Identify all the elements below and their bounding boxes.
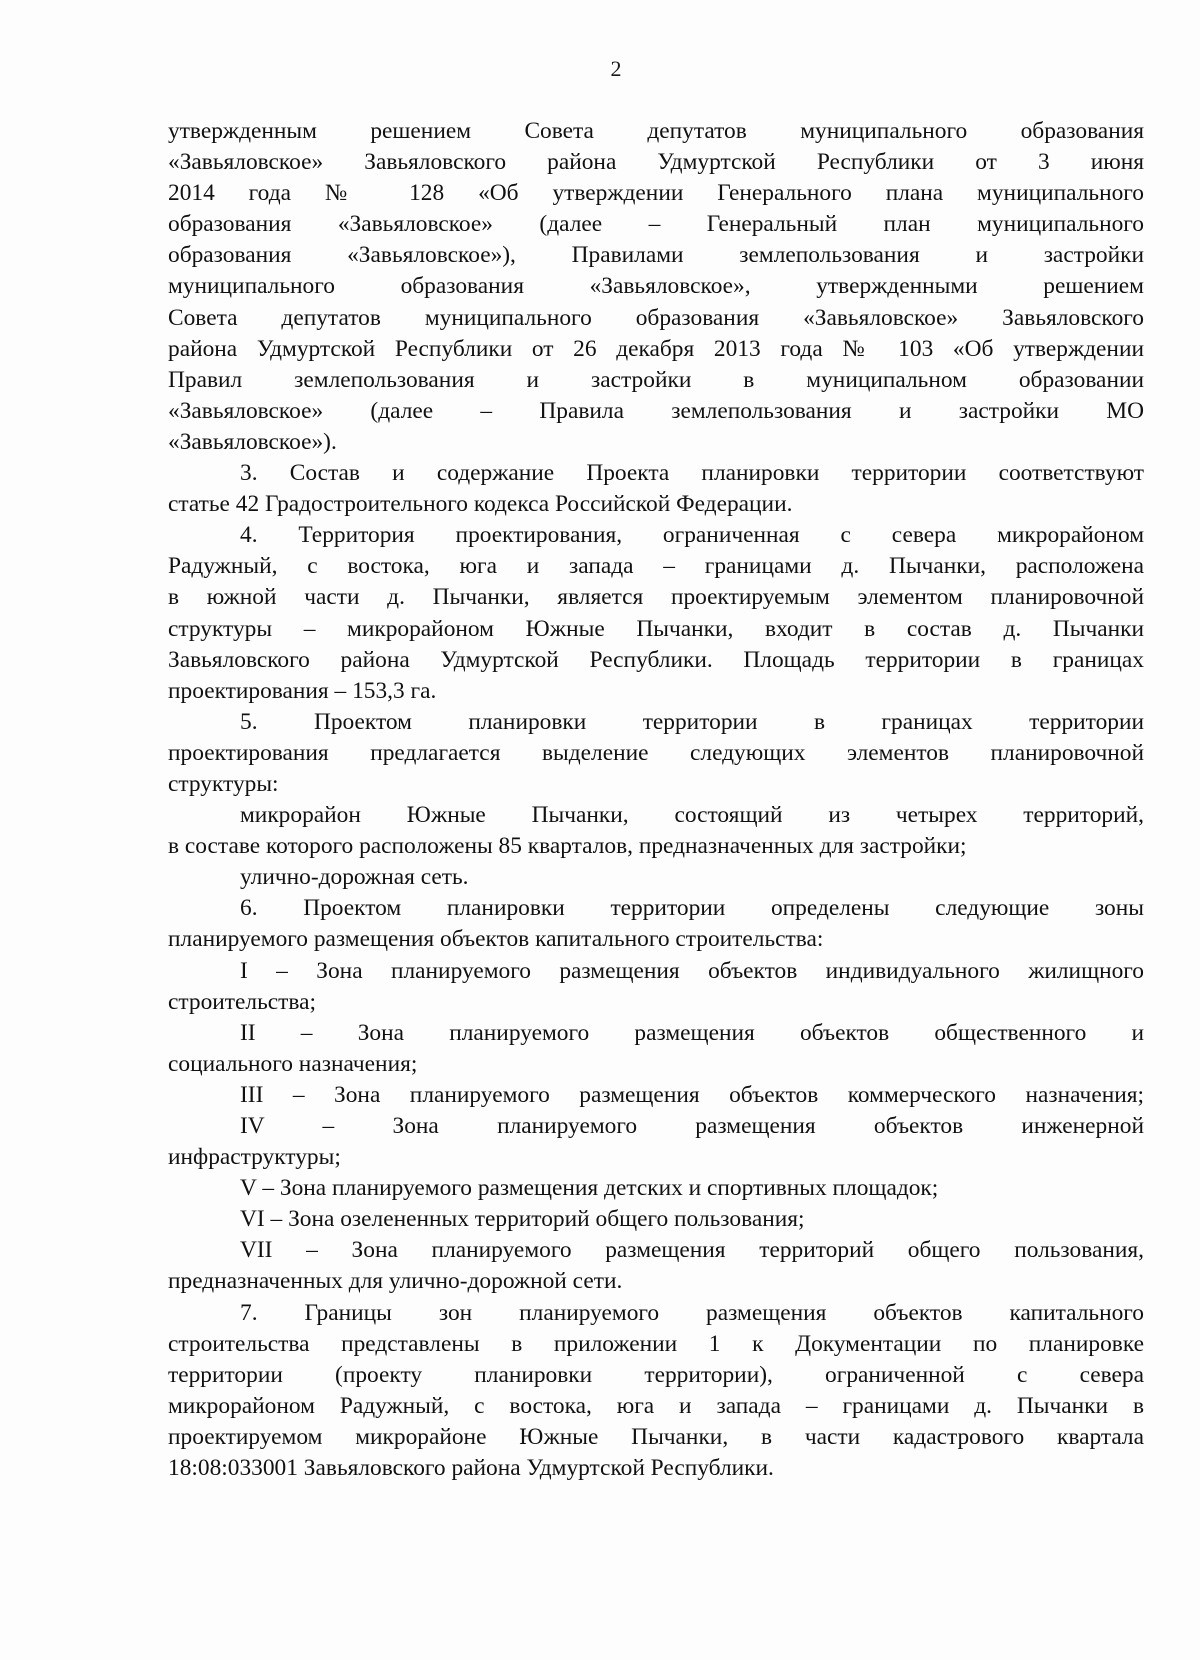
text-line: Правил землепользования и застройки в муниципальном образовании (168, 366, 1144, 393)
text-line: строительства; (168, 988, 316, 1015)
text-line: инфраструктуры; (168, 1144, 341, 1171)
text-line: V – Зона планируемого размещения детских и спортивных площадок; (240, 1175, 939, 1202)
text-line: 7. Границы зон планируемого размещения объектов капитального (240, 1299, 1144, 1326)
text-line: утвержденным решением Совета депутатов муниципального образования (168, 118, 1144, 144)
text-line: статье 42 Градостроительного кодекса Российской Федерации. (168, 491, 793, 518)
text-line: проектируемом микрорайоне Южные Пычанки, в части кадастрового квартала (168, 1423, 1144, 1450)
text-line: 3. Состав и содержание Проекта планировки территории соответствуют (240, 460, 1144, 487)
text-line: образования «Завьяловское»), Правилами землепользования и застройки (168, 242, 1144, 269)
text-line: I – Зона планируемого размещения объектов индивидуального жилищного (240, 957, 1144, 984)
text-line: 6. Проектом планировки территории определены следующие зоны (240, 895, 1144, 922)
text-line: структуры – микрорайоном Южные Пычанки, входит в состав д. Пычанки (168, 615, 1144, 642)
text-line: «Завьяловское»). (168, 428, 337, 455)
text-line: в южной части д. Пычанки, является проектируемым элементом планировочной (168, 584, 1144, 611)
text-line: VI – Зона озелененных территорий общего пользования; (240, 1206, 805, 1233)
page-number: 2 (610, 56, 622, 81)
text-line: микрорайон Южные Пычанки, состоящий из четырех территорий, (240, 802, 1144, 829)
text-line: в составе которого расположены 85 кварталов, предназначенных для застройки; (168, 833, 967, 860)
text-line: 18:08:033001 Завьяловского района Удмуртской Республики. (168, 1455, 774, 1482)
text-line: социального назначения; (168, 1050, 418, 1077)
text-line: проектирования – 153,3 га. (168, 677, 437, 704)
text-line: 2014 года № 128 «Об утверждении Генерального плана муниципального (168, 180, 1144, 207)
text-line: Совета депутатов муниципального образования «Завьяловское» Завьяловского (168, 304, 1144, 331)
text-line: 5. Проектом планировки территории в границах территории (240, 708, 1144, 735)
text-line: улично-дорожная сеть. (240, 864, 469, 891)
text-line: «Завьяловское» (далее – Правила землепользования и застройки МО (168, 397, 1144, 424)
text-line: муниципального образования «Завьяловское», утвержденными решением (168, 273, 1144, 300)
text-line: II – Зона планируемого размещения объектов общественного и (240, 1019, 1144, 1046)
text-line: образования «Завьяловское» (далее – Генеральный план муниципального (168, 211, 1144, 238)
text-line: III – Зона планируемого размещения объектов коммерческого назначения; (240, 1081, 1144, 1108)
text-line: «Завьяловское» Завьяловского района Удмуртской Республики от 3 июня (168, 149, 1144, 176)
text-line: Завьяловского района Удмуртской Республики. Площадь территории в границах (168, 646, 1144, 673)
text-line: микрорайоном Радужный, с востока, юга и запада – границами д. Пычанки в (168, 1392, 1144, 1419)
document-body (168, 116, 1144, 1484)
text-line: Радужный, с востока, юга и запада – границами д. Пычанки, расположена (168, 553, 1144, 580)
text-line: предназначенных для улично-дорожной сети. (168, 1268, 623, 1295)
text-line: территории (проекту планировки территории), ограниченной с севера (168, 1361, 1144, 1388)
text-line: планируемого размещения объектов капитального строительства: (168, 926, 824, 953)
text-line: VII – Зона планируемого размещения территорий общего пользования, (240, 1237, 1144, 1264)
text-line: структуры: (168, 770, 279, 797)
text-line: строительства представлены в приложении 1 к Документации по планировке (168, 1330, 1144, 1357)
text-line: 4. Территория проектирования, ограниченная с севера микрорайоном (240, 522, 1144, 549)
text-line: IV – Зона планируемого размещения объектов инженерной (240, 1113, 1144, 1139)
text-line: района Удмуртской Республики от 26 декабря 2013 года № 103 «Об утверждении (168, 335, 1144, 362)
text-line: проектирования предлагается выделение следующих элементов планировочной (168, 739, 1144, 766)
